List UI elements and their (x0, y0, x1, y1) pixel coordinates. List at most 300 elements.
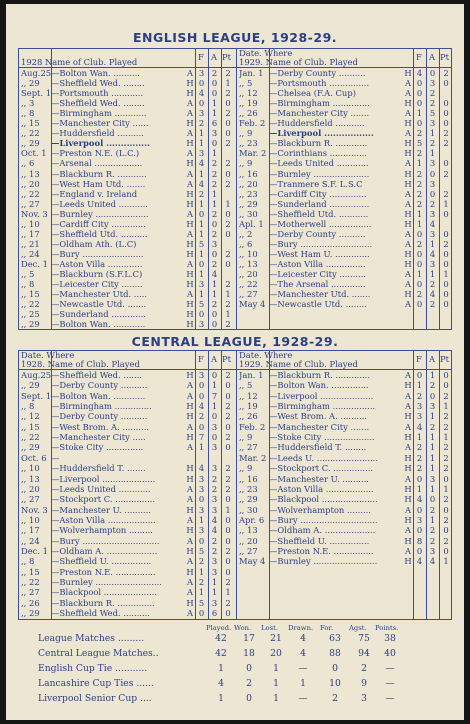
fixture-f: 7 (198, 432, 205, 443)
summary-value: — (298, 693, 308, 704)
fixture-f: 2 (416, 238, 423, 249)
fixture-row (237, 239, 451, 249)
fixture-date: ,, 9 (239, 158, 253, 169)
fixture-f: 0 (198, 309, 205, 320)
fixture-f: 1 (416, 108, 423, 119)
fixture-p: 0 (443, 208, 449, 219)
fixture-a: 6 (211, 118, 218, 129)
summary-value: 42 (215, 633, 227, 644)
fixture-club: —Portsmouth ............... (269, 78, 370, 89)
fixture-club: —Stockport C. ............... (269, 463, 374, 474)
fixture-f: 3 (198, 108, 205, 119)
fixture-date: ,, 10 (21, 218, 40, 229)
header-line-1: Date. Where (21, 350, 75, 360)
fixture-p: 2 (443, 463, 449, 474)
fixture-p: 0 (225, 390, 231, 401)
central-league-table (18, 350, 452, 620)
fixture-row (237, 422, 451, 432)
fixture-a: 2 (211, 178, 218, 189)
fixture-f: 0 (416, 279, 423, 290)
fixture-row (19, 179, 236, 189)
fixture-a: 0 (211, 309, 218, 320)
fixture-row (237, 556, 451, 566)
summary-value: 9 (361, 678, 367, 689)
fixture-club: —Derby County .......... (51, 411, 148, 422)
fixture-p: 0 (443, 78, 449, 89)
fixture-row (237, 148, 451, 158)
fixture-f: 0 (198, 390, 205, 401)
fixture-date: ,, 20 (21, 178, 40, 189)
fixture-v: H (404, 68, 412, 78)
fixture-date: Mar. 2 (239, 452, 267, 463)
fixture-date: ,, 26 (239, 108, 258, 119)
fixture-f: 3 (198, 525, 205, 536)
fixture-f: 0 (416, 88, 423, 99)
fixture-date: ,, 20 (239, 178, 258, 189)
summary-value: — (298, 663, 308, 674)
fixture-row (237, 269, 451, 279)
fixture-v: H (186, 411, 194, 422)
fixture-f: 3 (198, 483, 205, 494)
fixture-v: H (186, 138, 194, 149)
fixture-f: 1 (198, 269, 205, 279)
fixture-club: —Bury ............................. (269, 514, 378, 525)
table-header (19, 351, 236, 370)
summary-col-header: Lost. (261, 624, 278, 632)
fixture-p: 2 (443, 411, 449, 422)
fixture-a: 2 (211, 208, 218, 219)
fixture-p: 2 (225, 483, 231, 494)
fixture-date: Mar. 2 (239, 148, 267, 159)
fixture-a: 1 (211, 289, 218, 300)
fixture-date: ,, 22 (239, 279, 258, 290)
fixture-a: 1 (429, 442, 436, 453)
fixture-a: 1 (429, 269, 436, 279)
fixture-a: 0 (211, 248, 218, 259)
fixture-a: 2 (429, 535, 436, 546)
fixture-club: —Leicester City ........ (51, 279, 143, 290)
fixture-date: ,, 5 (21, 269, 35, 279)
fixture-p: 0 (443, 118, 449, 129)
fixture-p: 0 (443, 380, 449, 391)
fixture-p: 2 (225, 473, 231, 484)
fixture-club: —Burnley ........................ (269, 556, 378, 567)
fixture-f: 0 (198, 535, 205, 546)
fixture-f: 2 (416, 390, 423, 401)
fixture-a: 3 (211, 442, 218, 453)
fixture-date: ,, 12 (21, 411, 40, 422)
fixture-date: ,, 19 (239, 401, 258, 412)
fixture-club: — (51, 452, 60, 463)
summary-value: — (385, 663, 395, 674)
fixture-p: 0 (225, 380, 231, 391)
fixture-row (19, 484, 236, 494)
fixture-v: A (404, 188, 412, 199)
fixture-a: 3 (429, 545, 436, 556)
fixture-date: Feb. 2 (239, 421, 266, 432)
fixture-club: —Sheffield Utd. ........... (269, 208, 369, 219)
header-for: F (416, 354, 422, 364)
summary-value: — (385, 693, 395, 704)
fixture-p: 0 (225, 128, 231, 139)
fixture-club: —Burnley ......................... (51, 577, 162, 587)
fixture-club: —Blackburn R. ............. (269, 370, 371, 380)
summary-value: 42 (215, 648, 227, 659)
fixture-v: H (404, 178, 412, 189)
fixture-row (19, 138, 236, 148)
fixture-v: A (404, 370, 412, 380)
fixture-date: ,, 29 (21, 78, 40, 89)
fixture-p: 0 (225, 118, 231, 129)
fixture-p: 0 (443, 98, 449, 109)
summary-value: 0 (246, 693, 252, 704)
fixture-p: 0 (225, 258, 231, 269)
fixture-v: H (186, 269, 194, 279)
fixture-f: 0 (416, 228, 423, 239)
fixture-a: 0 (211, 88, 218, 99)
summary-value: 94 (358, 648, 370, 659)
fixture-f: 1 (198, 198, 205, 209)
summary-value: 1 (218, 663, 224, 674)
fixture-row (237, 169, 451, 179)
fixture-club: —Leeds United ............ (51, 483, 151, 494)
table-header (19, 49, 236, 68)
fixture-p: 2 (225, 597, 231, 608)
fixture-row (19, 556, 236, 566)
fixture-a: 2 (211, 483, 218, 494)
fixture-a: 1 (211, 380, 218, 391)
season-summary (6, 624, 464, 714)
fixture-club: —Sunderland ............. (51, 309, 146, 320)
fixture-club: —Oldham Ath. (L.C) (51, 238, 137, 249)
fixture-row (19, 515, 236, 525)
fixture-p: 2 (225, 319, 231, 330)
fixture-f: 1 (416, 380, 423, 391)
fixture-f: 1 (198, 228, 205, 239)
fixture-p: 1 (443, 483, 449, 494)
fixture-a: 0 (211, 432, 218, 443)
fixture-row (19, 319, 236, 329)
fixture-a: 3 (429, 208, 436, 219)
fixture-p: 0 (225, 421, 231, 432)
fixture-row (19, 432, 236, 442)
fixture-club: —Corinthians .............. (269, 148, 367, 159)
fixture-v: H (186, 525, 194, 536)
fixture-v: A (186, 68, 194, 78)
fixture-f: 0 (416, 248, 423, 259)
fixture-date: ,, 27 (239, 442, 258, 453)
fixture-row (19, 598, 236, 608)
fixture-v: H (186, 118, 194, 129)
fixture-date: ,, 30 (239, 504, 258, 515)
fixture-v: A (404, 401, 412, 412)
fixture-date: ,, 23 (239, 188, 258, 199)
fixture-f: 0 (198, 608, 205, 619)
central-league-first-half (19, 351, 237, 619)
fixture-club: —Oldham A. ................... (51, 545, 158, 556)
fixture-date: ,, 29 (239, 198, 258, 209)
fixture-date: ,, 8 (21, 556, 35, 567)
header-for: F (416, 52, 422, 62)
fixture-row (237, 474, 451, 484)
fixture-date: ,, 21 (21, 238, 40, 249)
fixture-club: —Burnley ..................... (269, 168, 370, 179)
fixture-club: —Sheffield U. ............... (269, 535, 370, 546)
fixture-f: 2 (416, 178, 423, 189)
fixture-club: —Liverpool ................. (269, 128, 374, 139)
fixture-f: 0 (416, 525, 423, 536)
fixture-v: A (404, 198, 412, 209)
fixture-f: 2 (416, 168, 423, 179)
fixture-a: 1 (429, 483, 436, 494)
fixture-a: 3 (211, 421, 218, 432)
fixture-v: H (404, 98, 412, 109)
fixture-row (19, 494, 236, 504)
fixture-row (237, 536, 451, 546)
fixture-v: A (404, 238, 412, 249)
fixture-v: A (404, 421, 412, 432)
fixture-row (237, 442, 451, 452)
fixture-club: —Liverpool ............... (51, 138, 150, 149)
fixture-f: 1 (198, 442, 205, 453)
fixture-a: 4 (429, 248, 436, 259)
fixture-row (237, 249, 451, 259)
summary-col-header: For. (320, 624, 334, 632)
fixture-p: 2 (225, 158, 231, 169)
fixture-date: ,, 27 (239, 289, 258, 300)
fixture-v: A (186, 442, 194, 453)
fixture-f: 3 (416, 514, 423, 525)
fixture-row (19, 401, 236, 411)
fixture-row (19, 108, 236, 118)
fixture-f: 1 (198, 566, 205, 577)
fixture-date: Dec. 1 (21, 258, 49, 269)
fixture-row (19, 608, 236, 618)
fixture-v: A (404, 108, 412, 119)
fixture-club: —West Brom. A. .......... (51, 421, 150, 432)
fixture-a: 3 (429, 158, 436, 169)
fixture-v: H (186, 463, 194, 474)
fixture-date: Oct. 1 (21, 148, 47, 159)
fixture-f: 0 (198, 421, 205, 432)
fixture-club: —Huddersfield .......... (51, 128, 144, 139)
fixture-club: —Aston Villa .................. (269, 483, 374, 494)
fixture-v: A (186, 168, 194, 179)
fixture-club: —Sunderland ............... (269, 198, 370, 209)
fixture-v: H (186, 238, 194, 249)
fixture-v: A (404, 279, 412, 290)
fixture-a: 1 (211, 577, 218, 587)
fixture-f: 4 (198, 463, 205, 474)
fixture-v: H (186, 198, 194, 209)
fixture-row (237, 219, 451, 229)
fixture-a: 3 (211, 494, 218, 505)
fixture-date: ,, 24 (21, 248, 40, 259)
fixture-date: Sept. 1 (21, 390, 51, 401)
fixture-f: 0 (416, 504, 423, 515)
fixture-f: 3 (198, 148, 205, 159)
fixture-card (6, 4, 464, 720)
fixture-club: —Huddersfield T. ....... (51, 463, 146, 474)
fixture-row (237, 229, 451, 239)
fixture-club: —Preston N.E. ............... (269, 545, 374, 556)
fixture-v: A (186, 608, 194, 619)
fixture-date: ,, 24 (21, 535, 40, 546)
fixture-date: ,, 13 (239, 525, 258, 536)
fixture-p: 0 (443, 279, 449, 290)
fixture-v: H (404, 556, 412, 567)
fixture-club: —Bolton Wan. ............ (51, 390, 146, 401)
fixture-row (19, 229, 236, 239)
fixture-v: H (186, 597, 194, 608)
fixture-row (19, 391, 236, 401)
fixture-f: 2 (416, 148, 423, 159)
central-league-title: CENTRAL LEAGUE, 1928-29. (131, 334, 339, 349)
summary-value: 4 (218, 678, 224, 689)
fixture-date: ,, 2 (239, 228, 253, 239)
fixture-date: ,, 8 (21, 279, 35, 290)
fixture-club: —The Arsenal ............. (269, 279, 366, 290)
fixture-p: 2 (225, 248, 231, 259)
fixture-date: ,, 12 (239, 390, 258, 401)
fixture-a: 1 (429, 452, 436, 463)
fixture-club: —England v. Ireland (51, 188, 138, 199)
fixture-f: 0 (198, 78, 205, 89)
fixture-club: —Bury ............................. (51, 535, 160, 546)
fixture-a: 1 (429, 463, 436, 474)
fixture-row (19, 546, 236, 556)
fixture-p: 1 (225, 78, 231, 89)
fixture-a: 2 (429, 279, 436, 290)
fixture-a: 1 (429, 514, 436, 525)
fixture-v: A (404, 473, 412, 484)
fixture-f: 2 (198, 577, 205, 587)
fixture-row (19, 88, 236, 98)
summary-col-header: Played. (206, 624, 232, 632)
fixture-a: 1 (429, 128, 436, 139)
fixture-row (237, 189, 451, 199)
fixture-v: H (404, 208, 412, 219)
fixture-v: H (186, 432, 194, 443)
fixture-p: 2 (225, 178, 231, 189)
fixture-row (237, 88, 451, 98)
fixture-date: Nov. 3 (21, 208, 48, 219)
fixture-v: H (186, 319, 194, 330)
summary-value: 88 (329, 648, 341, 659)
fixture-club: —Bolton Wan. .............. (269, 380, 369, 391)
fixture-v: A (404, 88, 412, 99)
fixture-club: —Sheffield U. ............... (51, 556, 152, 567)
fixture-v: H (186, 218, 194, 229)
fixture-date: ,, 17 (21, 228, 40, 239)
fixture-p: 1 (443, 269, 449, 279)
fixture-date: ,, 5 (239, 380, 253, 391)
fixture-date: May 4 (239, 299, 266, 310)
fixture-club: —Leeds United ............ (269, 158, 369, 169)
fixture-club: —Blackburn (S.F.L.C) (51, 269, 143, 279)
fixture-row (237, 68, 451, 78)
fixture-a: 4 (211, 269, 218, 279)
fixture-f: 2 (198, 556, 205, 567)
fixture-a: 4 (211, 525, 218, 536)
fixture-date: May 4 (239, 556, 266, 567)
fixture-p: 2 (225, 68, 231, 78)
fixture-p: 1 (443, 432, 449, 443)
fixture-p: 1 (225, 198, 231, 209)
fixture-date: ,, 20 (21, 483, 40, 494)
fixture-f: 1 (416, 269, 423, 279)
fixture-f: 2 (416, 198, 423, 209)
fixture-p: 0 (225, 494, 231, 505)
fixture-a: 1 (429, 370, 436, 380)
fixture-a: 2 (211, 158, 218, 169)
summary-row (6, 693, 464, 707)
summary-col-header: Drawn. (288, 624, 314, 632)
fixture-row (19, 370, 236, 380)
fixture-f: 5 (198, 299, 205, 310)
english-league-title: ENGLISH LEAGUE, 1928-29. (132, 30, 338, 45)
fixture-row (19, 453, 236, 463)
english-league-first-half (19, 49, 237, 329)
fixture-row (19, 189, 236, 199)
fixture-a: 3 (429, 228, 436, 239)
fixture-f: 4 (416, 494, 423, 505)
fixture-a: 3 (211, 597, 218, 608)
fixture-date: Sept. 1 (21, 88, 51, 99)
fixture-date: ,, 8 (21, 401, 35, 412)
fixture-row (19, 78, 236, 88)
fixture-date: ,, 29 (239, 494, 258, 505)
fixture-row (237, 118, 451, 128)
summary-value: 1 (273, 663, 279, 674)
fixture-v: A (186, 514, 194, 525)
summary-row (6, 633, 464, 647)
fixture-v: H (186, 370, 194, 380)
fixture-row (237, 138, 451, 148)
fixture-a: 2 (429, 198, 436, 209)
fixture-row (19, 269, 236, 279)
fixture-club: —Stockport C. ............... (51, 494, 156, 505)
summary-col-header: Won. (234, 624, 252, 632)
fixture-f: 0 (416, 473, 423, 484)
fixture-p: 2 (225, 138, 231, 149)
fixture-date: ,, 10 (239, 248, 258, 259)
fixture-date: ,, 29 (21, 138, 40, 149)
fixture-p: 1 (225, 587, 231, 598)
fixture-v: A (186, 390, 194, 401)
fixture-club: —West Brom. A. .......... (269, 411, 368, 422)
fixture-a: 4 (429, 289, 436, 300)
fixture-a: 3 (429, 178, 436, 189)
fixture-row (19, 442, 236, 452)
fixture-a: 2 (211, 258, 218, 269)
fixture-f: 0 (416, 545, 423, 556)
fixture-a: 1 (429, 148, 436, 159)
summary-value: 2 (332, 693, 338, 704)
fixture-club: —Liverpool .................... (51, 473, 156, 484)
fixture-club: —Manchester Utd. ....... (269, 289, 371, 300)
fixture-a: 2 (211, 299, 218, 310)
fixture-row (19, 577, 236, 587)
header-line-2: 1928 Name of Club. Played (21, 57, 138, 67)
fixture-club: —Sheffield Wed. ....... (51, 370, 142, 380)
fixture-date: ,, 29 (21, 608, 40, 619)
fixture-v: H (186, 78, 194, 89)
fixture-v: H (186, 248, 194, 259)
fixture-date: ,, 20 (239, 269, 258, 279)
fixture-v: H (404, 483, 412, 494)
fixture-p: 0 (225, 442, 231, 453)
